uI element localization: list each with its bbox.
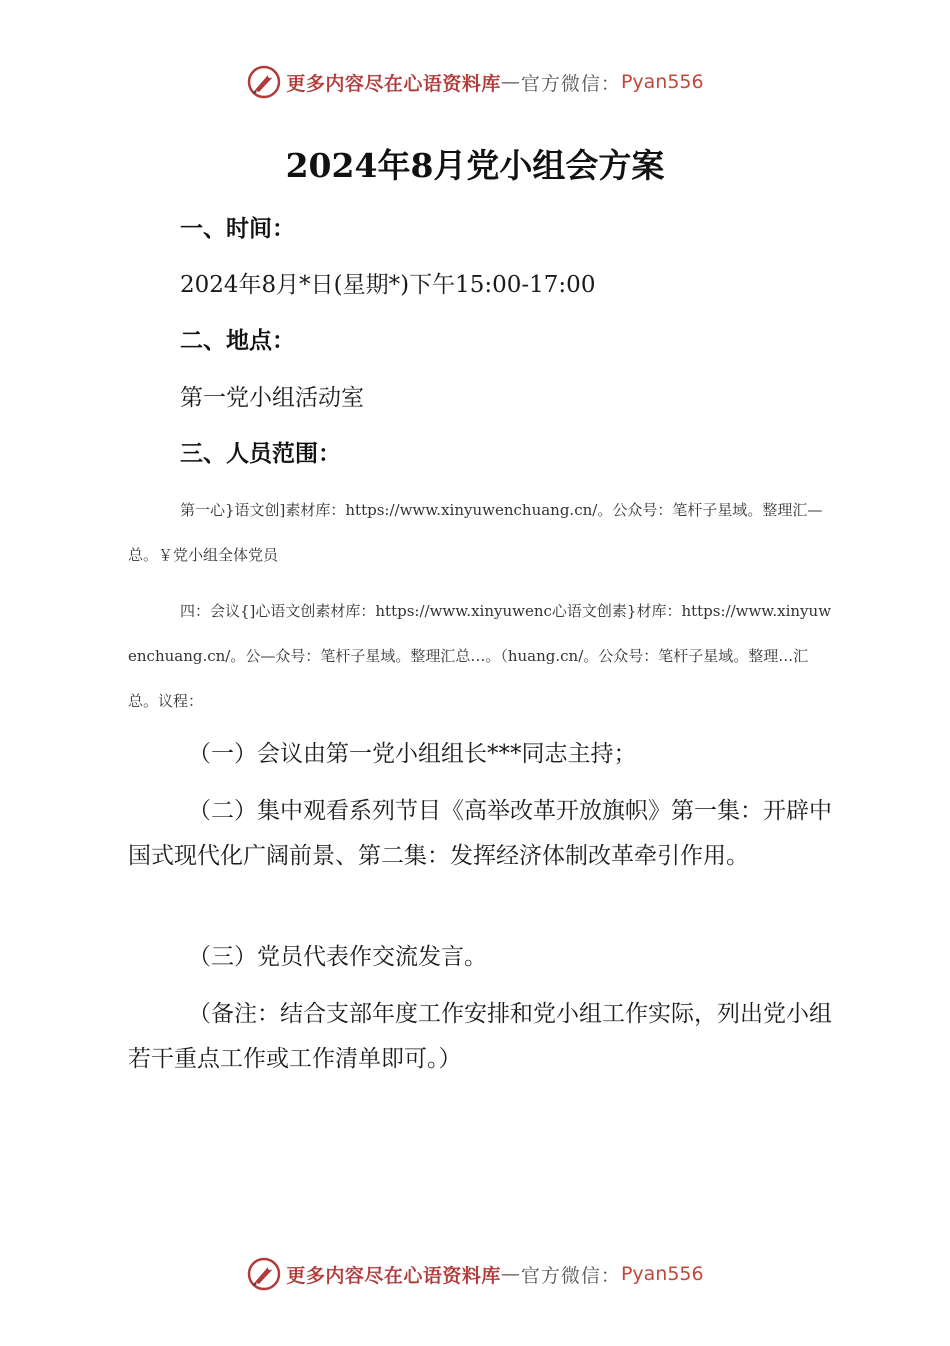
section-attendees-text: 第一心}语文创]素材库：https://www.xinyuwenchuang.cn/。公众号：笔杆子星域。整理汇—总。￥党小组全体党员 <box>128 501 823 564</box>
banner-brand: 更多内容尽在心语资料库 <box>286 72 501 95</box>
section-time-heading: 一、时间： <box>180 216 295 242</box>
footer-wechat-label: 官方微信： <box>520 1264 621 1287</box>
section-agenda-text: 四：会议{]心语文创素材库：https://www.xinyuwenc心语文创素}材库：https://www.xinyuwenchuang.cn/。公—众号：笔杆子星域。整理汇总…。（huang.cn/。公众号：笔杆子星域。整理…汇总。议程： <box>128 602 832 710</box>
page-title: 2024年8月党小组会方案 <box>285 146 665 185</box>
note-text: （备注：结合支部年度工作安排和党小组工作实际，列出党小组若干重点工作或工作清单即可。） <box>128 1001 832 1072</box>
section-attendees-heading: 三、人员范围： <box>180 441 341 467</box>
section-time-text: 2024年8月*日(星期*)下午15:00-17:00 <box>180 272 596 298</box>
section-location-text: 第一党小组活动室 <box>180 385 364 411</box>
agenda-item-3: （三）党员代表作交流发言。 <box>188 944 487 970</box>
footer-brand: 更多内容尽在心语资料库 <box>286 1264 501 1287</box>
agenda-item-2: （二）集中观看系列节目《高举改革开放旗帜》第一集：开辟中国式现代化广阔前景、第二集：发挥经济体制改革牵引作用。 <box>128 798 832 869</box>
section-location-heading: 二、地点： <box>180 328 295 354</box>
banner-dash: — <box>500 71 521 93</box>
banner-wechat-label: 官方微信： <box>520 72 621 95</box>
banner-wechat-id: Pyan556 <box>620 71 704 93</box>
pen-logo-icon <box>246 64 282 100</box>
agenda-item-1: （一）会议由第一党小组组长***同志主持； <box>188 741 637 767</box>
header-banner <box>0 60 950 104</box>
pen-logo-icon <box>246 1256 282 1292</box>
footer-dash: — <box>500 1263 521 1285</box>
footer-wechat-id: Pyan556 <box>620 1263 704 1285</box>
footer-banner <box>0 1252 950 1296</box>
